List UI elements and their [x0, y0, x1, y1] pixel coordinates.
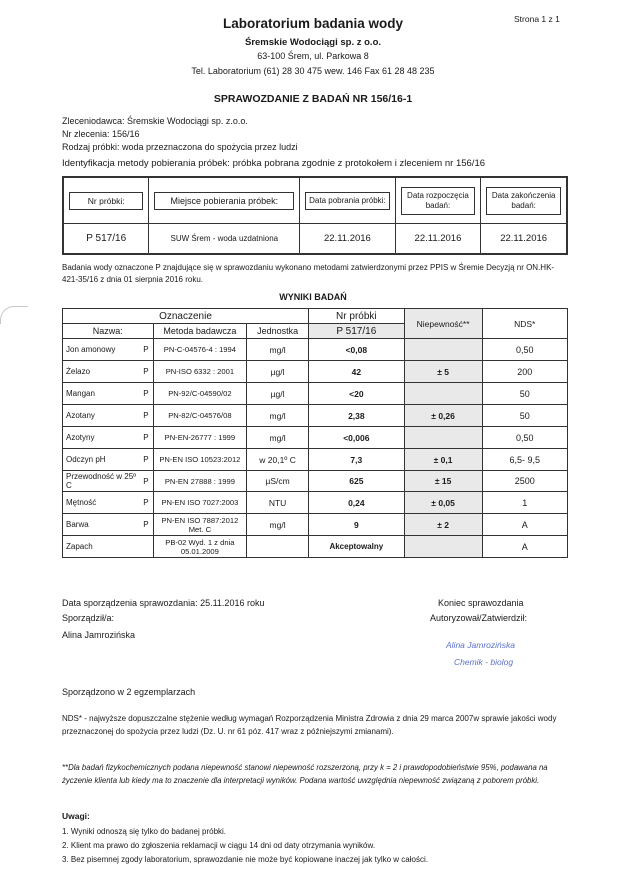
sample-type-line: Rodzaj próbki: woda przeznaczona do spożycia przez ludzi: [62, 142, 298, 152]
result-unit: µg/l: [247, 383, 309, 405]
result-method: PN-92/C-04590/02: [153, 383, 247, 405]
page-number: Strona 1 z 1: [514, 14, 560, 24]
result-value: 42: [309, 361, 405, 383]
result-nds: 0,50: [482, 427, 568, 449]
order-number-line: Nr zlecenia: 156/16: [62, 129, 140, 139]
result-method: PN-EN ISO 7027:2003: [153, 492, 247, 514]
result-name: Azotany: [63, 405, 141, 427]
result-unit: µg/l: [247, 361, 309, 383]
result-method: PN-C-04576-4 : 1994: [153, 339, 247, 361]
authorized-label: Autoryzował/Zatwierdził:: [430, 613, 528, 623]
result-p-flag: P: [140, 361, 153, 383]
result-row: [63, 383, 568, 405]
result-value: 0,24: [309, 492, 405, 514]
scan-edge-mark: [0, 306, 28, 324]
result-uncertainty: ± 15: [404, 471, 482, 492]
result-name: Jon amonowy: [63, 339, 141, 361]
result-method: PN-82/C-04576/08: [153, 405, 247, 427]
result-value: <0,08: [309, 339, 405, 361]
company-phone: Tel. Laboratorium (61) 28 30 475 wew. 146 Fax 61 28 48 235: [191, 66, 435, 76]
header-nr-probki: Nr próbki: [309, 309, 405, 324]
result-nds: 50: [482, 405, 568, 427]
prepared-label: Sporządził/a:: [62, 613, 115, 623]
result-unit: mg/l: [247, 427, 309, 449]
header-sampling-place: Miejsce pobierania próbek:: [154, 192, 294, 210]
result-p-flag: P: [140, 339, 153, 361]
result-p-flag: P: [140, 383, 153, 405]
header-metoda: Metoda badawcza: [153, 324, 247, 339]
result-unit: [247, 536, 309, 558]
result-name: Mangan: [63, 383, 141, 405]
result-uncertainty: [404, 383, 482, 405]
copies-line: Sporządzono w 2 egzemplarzach: [62, 687, 196, 697]
result-row: [63, 339, 568, 361]
result-row: [63, 514, 568, 536]
result-unit: mg/l: [247, 339, 309, 361]
report-title: SPRAWOZDANIE Z BADAŃ NR 156/16-1: [213, 93, 413, 105]
result-nds: 200: [482, 361, 568, 383]
preparer-name: Alina Jamrozińska: [62, 630, 136, 640]
stamp-name: Alina Jamrozińska: [446, 640, 515, 650]
remark-1: 1. Wyniki odnoszą się tylko do badanej próbki.: [62, 827, 227, 836]
remark-2: 2. Klient ma prawo do zgłoszenia reklamacji w ciągu 14 dni od daty otrzymania wyników.: [62, 841, 376, 850]
result-method: PN-ISO 6332 : 2001: [153, 361, 247, 383]
result-uncertainty: ± 5: [404, 361, 482, 383]
results-title: WYNIKI BADAŃ: [279, 292, 347, 302]
result-row: [63, 405, 568, 427]
end-date: 22.11.2016: [481, 224, 567, 254]
sampling-place: SUW Śrem - woda uzdatniona: [149, 224, 300, 254]
result-uncertainty: ± 0,05: [404, 492, 482, 514]
result-method: PN-EN ISO 7887:2012 Met. C: [153, 514, 247, 536]
signature-stamp: [446, 640, 515, 667]
result-row: [63, 471, 568, 492]
client-line: Zleceniodawca: Śremskie Wodociągi sp. z.o.o.: [62, 116, 248, 126]
result-p-flag: P: [140, 427, 153, 449]
result-row: [63, 492, 568, 514]
result-row: [63, 536, 568, 558]
result-uncertainty: [404, 427, 482, 449]
result-nds: 6,5- 9,5: [482, 449, 568, 471]
result-name: Barwa: [63, 514, 141, 536]
result-p-flag: P: [140, 492, 153, 514]
header-start-date: Data rozpoczęcia badań:: [401, 187, 476, 215]
result-method: PN-EN-26777 : 1999: [153, 427, 247, 449]
result-name: Przewodność w 25º C: [63, 471, 141, 492]
stamp-role: Chemik - biolog: [454, 657, 514, 667]
result-uncertainty: [404, 536, 482, 558]
result-p-flag: [140, 536, 153, 558]
result-nds: A: [482, 536, 568, 558]
sample-info-table: [62, 176, 568, 255]
result-p-flag: P: [140, 405, 153, 427]
result-unit: µS/cm: [247, 471, 309, 492]
result-unit: mg/l: [247, 405, 309, 427]
result-row: [63, 427, 568, 449]
lab-name: Laboratorium badania wody: [222, 16, 404, 31]
result-unit: NTU: [247, 492, 309, 514]
uncertainty-note: **Dla badań fizykochemicznych podana niepewność stanowi niepewność rozszerzoną, przy k = 2 i prawdopodobieństwie 95%, podawana na życzenie klienta lub kiedy ma to znaczenie dla interpretacji wyników. Podana wartość uwzględnia niepewność związaną z poborem próbki.: [62, 763, 548, 785]
result-value: 9: [309, 514, 405, 536]
result-value: <0,006: [309, 427, 405, 449]
remark-3: 3. Bez pisemnej zgody laboratorium, sprawozdanie nie może być kopiowane inaczej jak tylko w całości.: [62, 855, 428, 864]
result-value: Akceptowalny: [309, 536, 405, 558]
result-value: 2,38: [309, 405, 405, 427]
report-date: Data sporządzenia sprawozdania: 25.11.2016 roku: [62, 598, 265, 608]
start-date: 22.11.2016: [395, 224, 481, 254]
result-uncertainty: ± 0,1: [404, 449, 482, 471]
result-method: PN-EN ISO 10523:2012: [153, 449, 247, 471]
result-nds: A: [482, 514, 568, 536]
result-name: Azotyny: [63, 427, 141, 449]
header-sample-no: Nr próbki:: [69, 192, 143, 210]
header-nazwa: Nazwa:: [63, 324, 154, 339]
result-value: <20: [309, 383, 405, 405]
result-uncertainty: [404, 339, 482, 361]
method-id-line: Identyfikacja metody pobierania próbek: próbka pobrana zgodnie z protokołem i zleceniem nr 156/16: [62, 158, 486, 169]
result-nds: 0,50: [482, 339, 568, 361]
header-sampling-date: Data pobrania próbki:: [305, 192, 389, 210]
company-name: Śremskie Wodociągi sp. z o.o.: [244, 37, 382, 48]
company-address: 63-100 Śrem, ul. Parkowa 8: [257, 51, 369, 61]
header-uncertainty: Niepewność**: [404, 309, 482, 339]
result-nds: 50: [482, 383, 568, 405]
report-end: Koniec sprawozdania: [438, 598, 524, 608]
result-row: [63, 449, 568, 471]
result-name: Mętność: [63, 492, 141, 514]
result-unit: w 20,1º C: [247, 449, 309, 471]
result-value: 625: [309, 471, 405, 492]
header-sample-id: P 517/16: [309, 324, 405, 339]
result-p-flag: P: [140, 514, 153, 536]
result-name: Zapach: [63, 536, 141, 558]
result-unit: mg/l: [247, 514, 309, 536]
result-row: [63, 361, 568, 383]
header-jednostka: Jednostka: [247, 324, 309, 339]
header-end-date: Data zakończenia badań:: [486, 187, 561, 215]
result-name: Żelazo: [63, 361, 141, 383]
result-nds: 2500: [482, 471, 568, 492]
sampling-date: 22.11.2016: [300, 224, 395, 254]
result-method: PB-02 Wyd. 1 z dnia 05.01.2009: [153, 536, 247, 558]
result-method: PN-EN 27888 : 1999: [153, 471, 247, 492]
result-value: 7,3: [309, 449, 405, 471]
remarks-title: Uwagi:: [62, 811, 90, 821]
header-oznaczenie: Oznaczenie: [63, 309, 309, 324]
result-uncertainty: ± 2: [404, 514, 482, 536]
result-uncertainty: ± 0,26: [404, 405, 482, 427]
results-table: [62, 308, 568, 558]
result-p-flag: P: [140, 471, 153, 492]
result-nds: 1: [482, 492, 568, 514]
nds-note: NDS* - najwyższe dopuszczalne stężenie według wymagań Rozporządzenia Ministra Zdrowia z dnia 29 marca 2007w sprawie jakości wody przeznaczonej do spożycia przez ludzi (Dz. U. nr 61 póz. 417 wraz z późniejszymi zmianami).: [62, 714, 557, 736]
ppis-note: Badania wody oznaczone P znajdujące się w sprawozdaniu wykonano metodami zatwierdzonymi przez PPIS w Śremie Decyzją nr ON.HK-421-35/16 z dnia 01 sierpnia 2016 roku.: [62, 263, 555, 284]
header-nds: NDS*: [482, 309, 568, 339]
result-name: Odczyn pH: [63, 449, 141, 471]
result-p-flag: P: [140, 449, 153, 471]
sample-number: P 517/16: [64, 224, 149, 254]
